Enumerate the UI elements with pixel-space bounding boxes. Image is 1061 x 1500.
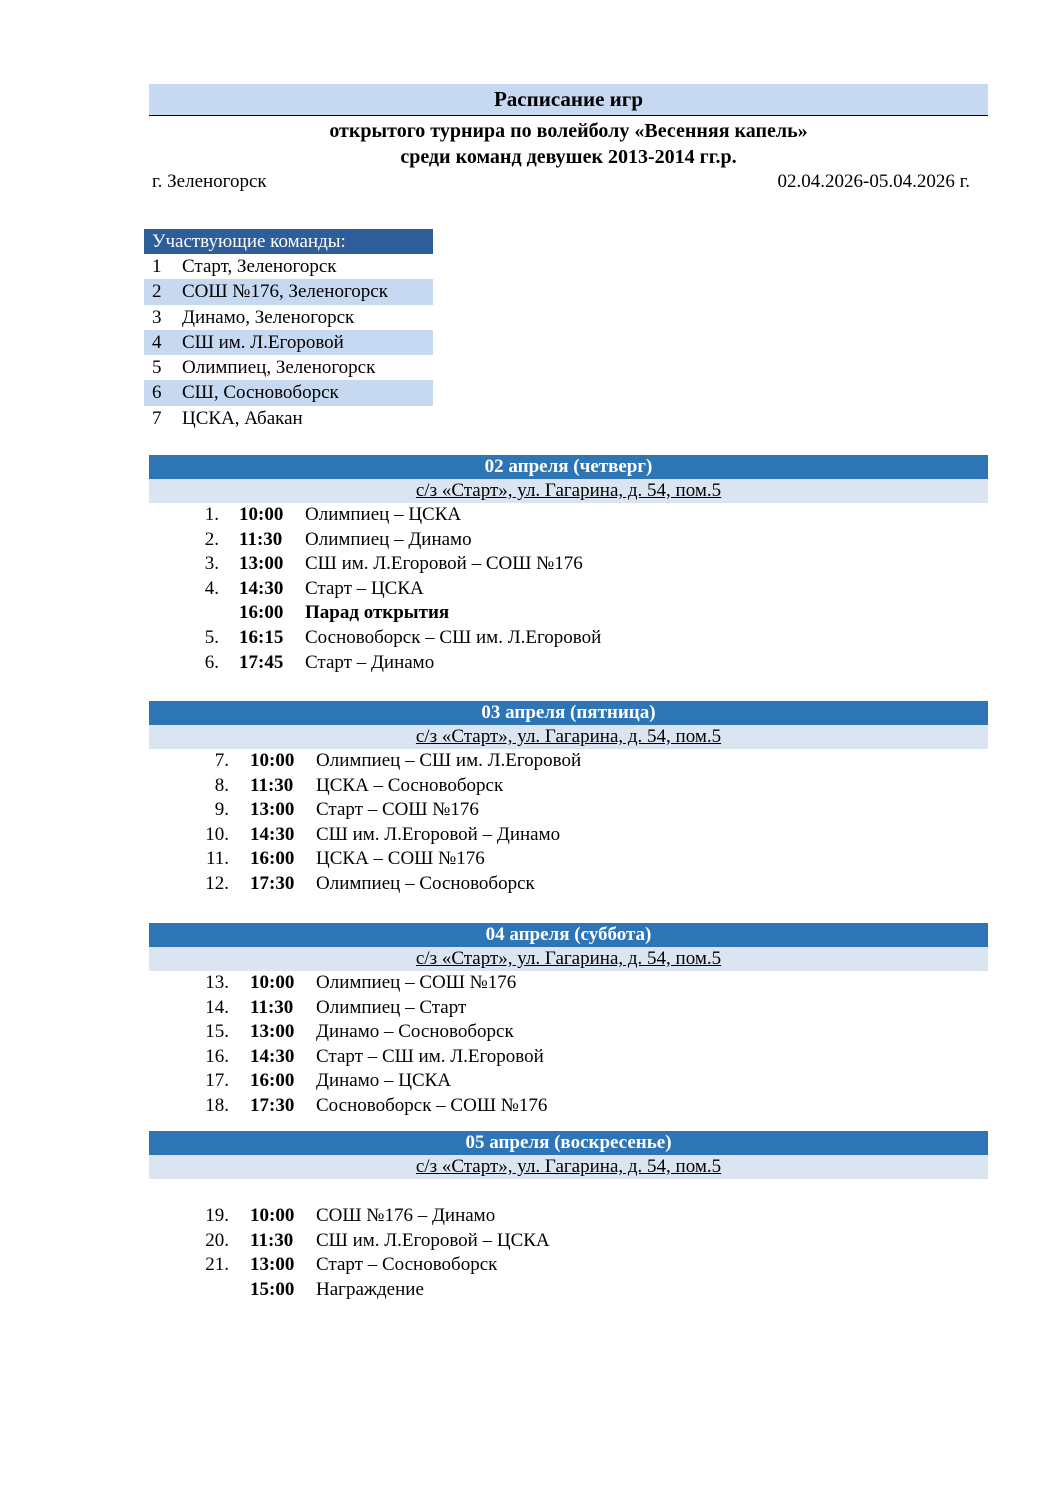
game-time: 16:00: [250, 1070, 295, 1092]
game-row: [149, 1094, 988, 1119]
game-time: 13:00: [250, 1021, 295, 1043]
game-row: [149, 872, 988, 897]
day-schedule-03-april: [149, 701, 988, 897]
game-time: 11:30: [239, 528, 283, 550]
venue: с/з «Старт», ул. Гагарина, д. 54, пом.5: [149, 479, 988, 503]
game-row: [149, 503, 988, 528]
game-match: Олимпиец – ЦСКА: [305, 504, 462, 525]
game-number: 19.: [205, 1205, 229, 1226]
game-row: [149, 1253, 988, 1278]
event-time: 16:00: [239, 602, 284, 624]
team-row: [144, 254, 433, 279]
game-match: Сосновоборск – СШ им. Л.Егоровой: [305, 626, 602, 648]
game-row: [149, 749, 988, 774]
game-number: 13.: [205, 972, 229, 993]
game-number: 1.: [204, 504, 219, 525]
subtitle-line-1: открытого турнира по волейболу «Весенняя капель»: [329, 120, 808, 142]
game-time: 14:30: [250, 823, 295, 845]
game-match: Старт – СОШ №176: [316, 799, 479, 821]
game-match: Старт – Сосновоборск: [316, 1254, 498, 1276]
event-row: [149, 1278, 988, 1303]
game-row: [149, 1045, 988, 1070]
team-name: ЦСКА, Абакан: [182, 407, 303, 429]
team-name: СШ, Сосновоборск: [182, 382, 339, 404]
game-match: Старт – ЦСКА: [305, 577, 424, 599]
event-time: 15:00: [250, 1278, 295, 1300]
game-time: 17:30: [250, 872, 295, 894]
game-time: 10:00: [250, 1205, 295, 1226]
teams-header: Участвующие команды:: [144, 229, 433, 254]
game-number: 11.: [205, 848, 229, 870]
game-number: 3.: [204, 553, 219, 575]
venue: с/з «Старт», ул. Гагарина, д. 54, пом.5: [149, 947, 988, 971]
tournament-dates: 02.04.2026-05.04.2026 г.: [777, 171, 970, 192]
event-title: Парад открытия: [305, 602, 450, 624]
game-time: 14:30: [239, 577, 284, 599]
game-row: [149, 798, 988, 823]
game-time: 10:00: [239, 504, 284, 525]
game-row: [149, 651, 988, 676]
game-number: 14.: [205, 996, 229, 1018]
team-row: [144, 406, 433, 431]
game-match: Олимпиец – Динамо: [305, 528, 472, 550]
game-time: 11:30: [250, 1229, 294, 1251]
game-number: 20.: [205, 1229, 229, 1251]
game-match: СШ им. Л.Егоровой – Динамо: [316, 823, 561, 845]
game-time: 13:00: [250, 799, 295, 821]
game-row: [149, 1204, 988, 1229]
game-number: 2.: [204, 528, 219, 550]
team-name: СШ им. Л.Егоровой: [182, 331, 344, 353]
game-number: 7.: [214, 750, 229, 771]
game-number: 16.: [205, 1045, 229, 1067]
teams-table: [144, 229, 433, 431]
team-name: Олимпиец, Зеленогорск: [182, 357, 376, 379]
game-match: Динамо – Сосновоборск: [316, 1021, 514, 1043]
team-row: [144, 355, 433, 380]
game-time: 17:30: [250, 1094, 295, 1116]
game-number: 12.: [205, 872, 229, 894]
day-header: 02 апреля (четверг): [149, 455, 988, 479]
game-row: [149, 1069, 988, 1094]
game-number: 4.: [204, 577, 219, 599]
game-number: 9.: [214, 799, 229, 821]
game-match: Олимпиец – СОШ №176: [316, 972, 517, 993]
game-number: 18.: [205, 1094, 229, 1116]
game-row: [149, 1229, 988, 1254]
game-row: [149, 774, 988, 799]
game-time: 10:00: [250, 972, 295, 993]
game-row: [149, 577, 988, 602]
game-match: ЦСКА – Сосновоборск: [316, 774, 504, 796]
game-match: Олимпиец – Старт: [316, 996, 467, 1018]
day-schedule-05-april: [149, 1131, 988, 1302]
game-row: [149, 552, 988, 577]
game-row: [149, 823, 988, 848]
game-time: 11:30: [250, 996, 294, 1018]
game-match: Старт – СШ им. Л.Егоровой: [316, 1045, 544, 1067]
document-title: Расписание игр: [149, 84, 988, 116]
team-name: СОШ №176, Зеленогорск: [182, 281, 388, 303]
game-time: 14:30: [250, 1045, 295, 1067]
game-row: [149, 528, 988, 553]
team-name: Динамо, Зеленогорск: [182, 306, 355, 328]
game-number: 15.: [205, 1021, 229, 1043]
game-row: [149, 847, 988, 872]
game-match: Динамо – ЦСКА: [316, 1070, 452, 1092]
game-number: 17.: [205, 1070, 229, 1092]
game-match: СОШ №176 – Динамо: [316, 1205, 496, 1226]
event-title: Награждение: [316, 1278, 424, 1300]
game-time: 16:15: [239, 626, 284, 648]
game-row: [149, 971, 988, 996]
game-match: СШ им. Л.Егоровой – ЦСКА: [316, 1229, 550, 1251]
team-name: Старт, Зеленогорск: [182, 256, 337, 277]
team-number: 6: [152, 382, 162, 404]
game-match: Олимпиец – СШ им. Л.Егоровой: [316, 750, 582, 771]
day-header: 03 апреля (пятница): [149, 701, 988, 725]
city: г. Зеленогорск: [152, 171, 267, 192]
game-number: 8.: [214, 774, 229, 796]
game-number: 6.: [204, 651, 219, 673]
game-time: 11:30: [250, 774, 294, 796]
game-time: 17:45: [239, 651, 284, 673]
game-match: Сосновоборск – СОШ №176: [316, 1094, 548, 1116]
team-number: 2: [152, 281, 162, 303]
team-number: 4: [152, 331, 162, 353]
game-time: 13:00: [250, 1254, 295, 1276]
team-number: 3: [152, 306, 162, 328]
team-row: [144, 279, 433, 304]
day-header: 04 апреля (суббота): [149, 923, 988, 947]
venue: с/з «Старт», ул. Гагарина, д. 54, пом.5: [149, 725, 988, 749]
day-schedule-02-april: [149, 455, 988, 675]
game-time: 10:00: [250, 750, 295, 771]
game-row: [149, 1020, 988, 1045]
day-header: 05 апреля (воскресенье): [149, 1131, 988, 1155]
team-number: 5: [152, 357, 162, 379]
team-row: [144, 330, 433, 355]
game-time: 16:00: [250, 848, 295, 870]
game-number: 10.: [205, 823, 229, 845]
game-row: [149, 626, 988, 651]
game-match: Олимпиец – Сосновоборск: [316, 872, 535, 894]
team-number: 1: [152, 256, 162, 277]
game-row: [149, 996, 988, 1021]
game-match: ЦСКА – СОШ №176: [316, 848, 485, 870]
team-row: [144, 305, 433, 330]
event-row: [149, 601, 988, 626]
game-match: СШ им. Л.Егоровой – СОШ №176: [305, 553, 583, 575]
team-number: 7: [152, 407, 162, 429]
day-schedule-04-april: [149, 923, 988, 1119]
game-number: 5.: [204, 626, 219, 648]
game-number: 21.: [205, 1254, 229, 1276]
team-row: [144, 380, 433, 405]
game-time: 13:00: [239, 553, 284, 575]
subtitle-line-2: среди команд девушек 2013-2014 гг.р.: [400, 146, 737, 168]
game-match: Старт – Динамо: [305, 651, 435, 673]
venue: с/з «Старт», ул. Гагарина, д. 54, пом.5: [149, 1155, 988, 1179]
